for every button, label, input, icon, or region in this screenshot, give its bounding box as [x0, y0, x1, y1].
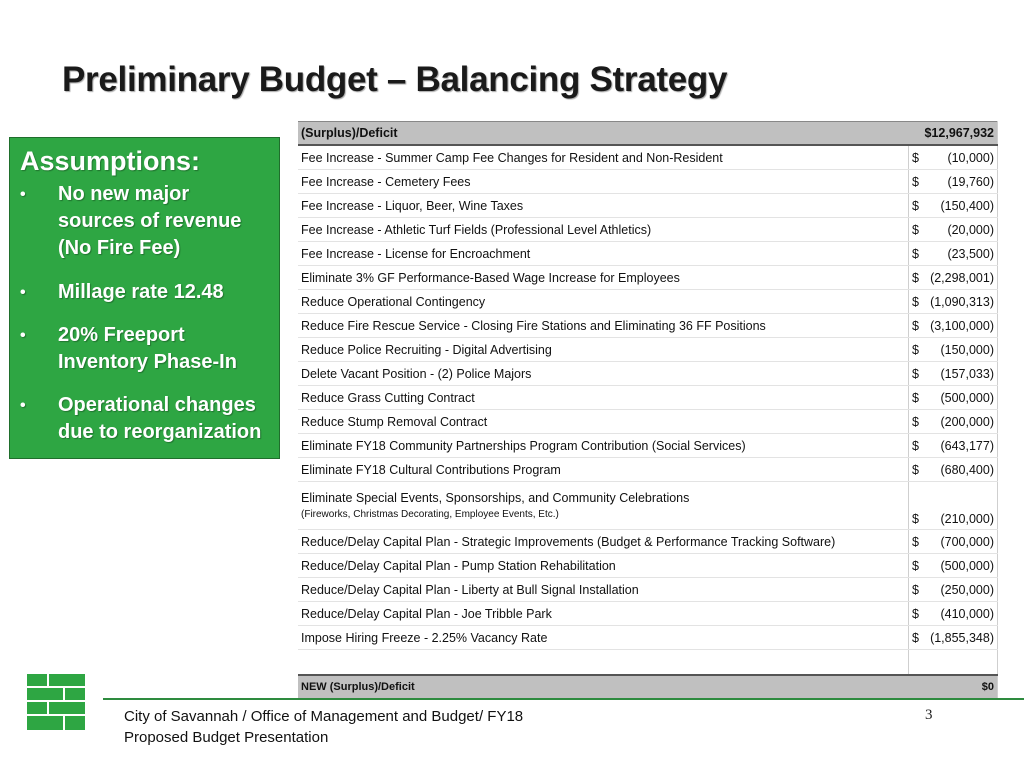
row-label-cell: [298, 602, 909, 626]
table-row: [298, 410, 998, 434]
row-label-cell: [298, 218, 909, 242]
table-row: [298, 290, 998, 314]
row-label-cell: [298, 554, 909, 578]
budget-table-body: [298, 122, 998, 700]
row-label-cell: [298, 194, 909, 218]
header-value: $12,967,932: [909, 122, 998, 146]
row-label: Reduce Fire Rescue Service - Closing Fire Stations and Eliminating 36 FF Positions: [301, 318, 766, 333]
row-label: Reduce Police Recruiting - Digital Advertising: [301, 342, 552, 357]
row-label: Reduce/Delay Capital Plan - Pump Station Rehabilitation: [301, 558, 616, 573]
row-label-cell: [298, 290, 909, 314]
footer-divider: [103, 698, 1024, 700]
assumption-line: due to reorganization: [58, 421, 262, 443]
row-label-cell: [298, 266, 909, 290]
row-amount: (410,000): [940, 606, 994, 621]
row-label: Fee Increase - License for Encroachment: [301, 246, 531, 261]
row-label-cell: [298, 410, 909, 434]
assumption-line: sources of revenue: [58, 210, 242, 232]
dollar-sign: $: [912, 150, 919, 165]
row-amount: (680,400): [940, 462, 994, 477]
row-amount-cell: [909, 482, 998, 530]
row-amount-cell: [909, 218, 998, 242]
row-amount: (210,000): [940, 512, 994, 526]
dollar-sign: $: [912, 318, 919, 333]
row-label: Fee Increase - Cemetery Fees: [301, 174, 471, 189]
assumption-item: [20, 392, 279, 446]
row-label: Fee Increase - Athletic Turf Fields (Professional Level Athletics): [301, 222, 652, 237]
row-label: Reduce Grass Cutting Contract: [301, 390, 475, 405]
dollar-sign: $: [912, 558, 919, 573]
row-label: Fee Increase - Liquor, Beer, Wine Taxes: [301, 198, 524, 213]
blank-cell: [298, 650, 909, 676]
bullet-icon: •: [20, 284, 26, 301]
row-amount-cell: [909, 626, 998, 650]
row-amount-cell: [909, 338, 998, 362]
row-label-cell: [298, 170, 909, 194]
row-label: Reduce Stump Removal Contract: [301, 414, 488, 429]
dollar-sign: $: [912, 630, 919, 645]
footer-value: $0: [909, 675, 998, 699]
table-row: [298, 386, 998, 410]
table-row: [298, 602, 998, 626]
footer-caption: [124, 706, 523, 748]
row-amount-cell: [909, 266, 998, 290]
row-label-cell: [298, 314, 909, 338]
row-amount-cell: [909, 578, 998, 602]
row-amount: (10,000): [947, 150, 994, 165]
blank-amount-cell: [909, 650, 998, 676]
table-footer-row: [298, 675, 998, 699]
row-amount-cell: [909, 458, 998, 482]
row-amount: (3,100,000): [930, 318, 994, 333]
row-amount-cell: [909, 170, 998, 194]
row-amount: (23,500): [947, 246, 994, 261]
table-row: [298, 554, 998, 578]
row-label-cell: [298, 242, 909, 266]
row-amount: (1,855,348): [930, 630, 994, 645]
dollar-sign: $: [912, 390, 919, 405]
dollar-sign: $: [912, 438, 919, 453]
row-amount: (200,000): [940, 414, 994, 429]
row-amount-cell: [909, 386, 998, 410]
row-amount-cell: [909, 290, 998, 314]
row-amount-cell: [909, 314, 998, 338]
table-row: [298, 145, 998, 170]
assumption-line: (No Fire Fee): [58, 237, 181, 259]
row-label: Eliminate FY18 Cultural Contributions Program: [301, 462, 561, 477]
row-amount: (150,400): [940, 198, 994, 213]
row-amount-cell: [909, 362, 998, 386]
row-label-cell: [298, 530, 909, 554]
row-label-cell: [298, 482, 909, 530]
dollar-sign: $: [912, 606, 919, 621]
row-label-cell: [298, 386, 909, 410]
row-amount-cell: [909, 242, 998, 266]
row-amount: (150,000): [940, 342, 994, 357]
row-amount-cell: [909, 530, 998, 554]
budget-table: [298, 121, 998, 700]
table-row: [298, 434, 998, 458]
row-label: Reduce/Delay Capital Plan - Joe Tribble Park: [301, 606, 552, 621]
city-brick-logo-icon: [25, 672, 87, 734]
row-amount-cell: [909, 410, 998, 434]
table-row: [298, 458, 998, 482]
table-row: [298, 482, 998, 530]
dollar-sign: $: [912, 198, 919, 213]
dollar-sign: $: [912, 222, 919, 237]
dollar-sign: $: [912, 414, 919, 429]
table-row: [298, 362, 998, 386]
footer-label: NEW (Surplus)/Deficit: [298, 675, 909, 699]
assumption-item: [20, 279, 279, 306]
row-sublabel: (Fireworks, Christmas Decorating, Employee Events, Etc.): [301, 509, 559, 520]
assumptions-list: [20, 181, 279, 446]
assumption-line: Operational changes: [58, 394, 256, 416]
row-amount-cell: [909, 434, 998, 458]
row-label-cell: [298, 626, 909, 650]
table-row: [298, 194, 998, 218]
page-title: Preliminary Budget – Balancing Strategy: [62, 60, 728, 99]
table-row: [298, 266, 998, 290]
header-label: (Surplus)/Deficit: [298, 122, 909, 146]
table-header-row: [298, 122, 998, 146]
row-amount: (157,033): [940, 366, 994, 381]
assumption-item: [20, 181, 279, 262]
row-amount-cell: [909, 554, 998, 578]
row-amount: (1,090,313): [930, 294, 994, 309]
dollar-sign: $: [912, 294, 919, 309]
assumptions-box: [9, 137, 280, 459]
assumption-line: No new major: [58, 183, 190, 205]
bullet-icon: •: [20, 397, 26, 414]
row-label-cell: [298, 145, 909, 170]
dollar-sign: $: [912, 366, 919, 381]
row-amount: (2,298,001): [930, 270, 994, 285]
row-label: Reduce/Delay Capital Plan - Strategic Improvements (Budget & Performance Tracking Software): [301, 534, 836, 549]
dollar-sign: $: [912, 582, 919, 597]
assumption-line: 20% Freeport: [58, 324, 185, 346]
row-amount: (643,177): [940, 438, 994, 453]
row-amount-cell: [909, 194, 998, 218]
footer-line-1: City of Savannah / Office of Management and Budget/ FY18: [124, 708, 524, 725]
row-label-cell: [298, 458, 909, 482]
assumptions-heading: Assumptions:: [20, 146, 201, 176]
row-label: Eliminate FY18 Community Partnerships Program Contribution (Social Services): [301, 438, 746, 453]
row-label: Eliminate 3% GF Performance-Based Wage Increase for Employees: [301, 270, 680, 285]
row-label: Impose Hiring Freeze - 2.25% Vacancy Rate: [301, 630, 548, 645]
assumption-line: Millage rate 12.48: [58, 281, 224, 303]
row-amount: (19,760): [947, 174, 994, 189]
assumption-item: [20, 322, 279, 376]
row-label: Fee Increase - Summer Camp Fee Changes for Resident and Non-Resident: [301, 150, 723, 165]
row-label: Reduce/Delay Capital Plan - Liberty at Bull Signal Installation: [301, 582, 639, 597]
table-row: [298, 338, 998, 362]
row-label-cell: [298, 434, 909, 458]
row-amount-cell: [909, 145, 998, 170]
city-brick-logo-svg: [25, 672, 87, 734]
blank-row: [298, 650, 998, 676]
dollar-sign: $: [912, 534, 919, 549]
bullet-icon: •: [20, 327, 26, 344]
table-row: [298, 170, 998, 194]
footer-line-2: Proposed Budget Presentation: [124, 729, 329, 746]
dollar-sign: $: [912, 174, 919, 189]
row-label-cell: [298, 338, 909, 362]
row-label: Eliminate Special Events, Sponsorships, and Community Celebrations: [301, 491, 690, 505]
dollar-sign: $: [912, 270, 919, 285]
table-row: [298, 530, 998, 554]
assumption-line: Inventory Phase-In: [58, 351, 237, 373]
dollar-sign: $: [912, 342, 919, 357]
page-number: 3: [925, 707, 933, 723]
dollar-sign: $: [912, 462, 919, 477]
row-label: Delete Vacant Position - (2) Police Majors: [301, 366, 532, 381]
row-amount: (500,000): [940, 390, 994, 405]
table-row: [298, 218, 998, 242]
table-row: [298, 626, 998, 650]
row-amount: (500,000): [940, 558, 994, 573]
table-row: [298, 242, 998, 266]
row-amount: (250,000): [940, 582, 994, 597]
table-row: [298, 314, 998, 338]
bullet-icon: •: [20, 186, 26, 203]
dollar-sign: $: [912, 246, 919, 261]
dollar-sign: $: [912, 512, 919, 526]
row-amount: (20,000): [947, 222, 994, 237]
row-label-cell: [298, 362, 909, 386]
table-row: [298, 578, 998, 602]
row-amount: (700,000): [940, 534, 994, 549]
row-label: Reduce Operational Contingency: [301, 294, 486, 309]
row-label-cell: [298, 578, 909, 602]
row-amount-cell: [909, 602, 998, 626]
